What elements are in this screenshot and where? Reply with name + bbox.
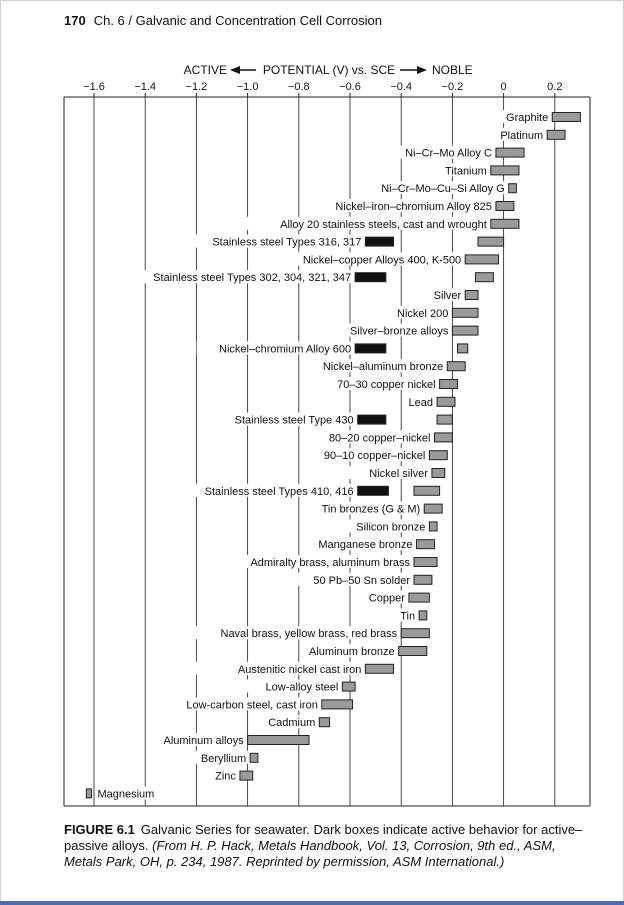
series-label: Aluminum alloys <box>163 735 244 747</box>
passive-bar <box>552 113 580 122</box>
series-label: Copper <box>368 592 405 605</box>
series-label: Ni–Cr–Mo Alloy C <box>405 147 492 160</box>
series-label: Stainless steel Types 302, 304, 321, 347 <box>153 272 352 285</box>
series-label: Ni–Cr–Mo–Cu–Si Alloy G <box>381 183 505 196</box>
passive-bar <box>447 362 465 371</box>
series-label: Zinc <box>215 770 236 783</box>
x-axis <box>83 81 562 97</box>
x-tick-label: −1.2 <box>185 81 208 93</box>
series-label: Graphite <box>506 112 549 124</box>
x-tick-label: −0.2 <box>441 81 464 93</box>
axis-title-active: ACTIVE <box>183 63 227 77</box>
passive-bar <box>414 558 437 567</box>
passive-bar <box>465 291 478 300</box>
passive-bar <box>491 166 519 175</box>
passive-bar <box>547 130 565 139</box>
series-label: Tin <box>400 610 416 623</box>
passive-bar <box>452 308 478 317</box>
caption-credit: (From H. P. Hack, Metals Handbook, Vol. 13, Corrosion, 9th ed., ASM, Metals Park, OH, p. 234, 1987. Reprinted by permission, ASM International.) <box>64 838 556 869</box>
passive-bar <box>419 611 427 620</box>
passive-bar <box>432 469 445 478</box>
labels <box>95 110 550 800</box>
active-bar <box>355 273 386 282</box>
series-label: Nickel silver <box>369 468 428 480</box>
x-tick-label: −0.8 <box>287 81 310 93</box>
passive-bar <box>429 451 447 460</box>
page-number: 170 <box>64 13 86 28</box>
passive-bar <box>409 593 429 602</box>
series-label: Naval brass, yellow brass, red brass <box>220 628 398 641</box>
figure-label: FIGURE 6.1 <box>64 822 135 837</box>
active-bar <box>358 486 389 495</box>
x-tick-label: 0.2 <box>547 81 563 93</box>
passive-bar <box>417 540 435 549</box>
passive-bar <box>319 718 329 727</box>
passive-bar <box>496 148 524 157</box>
passive-bar <box>365 664 393 673</box>
bottom-rule <box>0 901 624 905</box>
chapter-title: Ch. 6 / Galvanic and Concentration Cell Corrosion <box>93 13 383 28</box>
series-label: 80–20 copper–nickel <box>328 432 431 445</box>
x-tick-label: −1.6 <box>83 81 105 93</box>
passive-bar <box>424 504 442 513</box>
x-tick-label: −0.6 <box>339 81 361 93</box>
x-tick-label: 0 <box>500 81 507 93</box>
series-label: Stainless steel Type 430 <box>234 414 354 427</box>
series-label: Nickel–chromium Alloy 600 <box>219 343 352 356</box>
passive-bar <box>342 682 355 691</box>
passive-bar <box>401 629 429 638</box>
series-label: Low-alloy steel <box>265 681 339 694</box>
series-label: Nickel–aluminum bronze <box>322 361 444 374</box>
passive-bar <box>437 397 455 406</box>
passive-bar <box>496 202 514 211</box>
series-label: Lead <box>408 396 434 409</box>
passive-bar <box>240 771 253 780</box>
series-label: Nickel–copper Alloys 400, K-500 <box>302 254 462 267</box>
series-label: Silicon bronze <box>356 521 426 534</box>
passive-bar <box>414 486 440 495</box>
series-label: Magnesium <box>97 788 155 801</box>
arrow-left-head <box>230 66 240 74</box>
active-bar <box>355 344 386 353</box>
series-label: Stainless steel Types 410, 416 <box>204 485 354 498</box>
passive-bar <box>440 380 458 389</box>
series-label: Beryllium <box>200 752 247 765</box>
series-label: Alloy 20 stainless steels, cast and wrought <box>280 218 487 231</box>
series-label: 50 Pb–50 Sn solder <box>313 574 410 587</box>
series-label: 70–30 copper nickel <box>337 379 436 391</box>
passive-bar <box>248 736 309 745</box>
series-label: Platinum <box>500 129 544 142</box>
axis-title-potential: POTENTIAL (V) vs. SCE <box>262 63 396 77</box>
series-label: 90–10 copper–nickel <box>323 450 426 463</box>
passive-bar <box>478 237 504 246</box>
passive-bar <box>429 522 437 531</box>
x-tick-label: −0.4 <box>390 81 413 93</box>
passive-bar <box>491 219 519 228</box>
x-tick-label: −1.4 <box>134 81 157 93</box>
series-label: Nickel–iron–chromium Alloy 825 <box>335 201 492 213</box>
passive-bar <box>458 344 468 353</box>
passive-bar <box>465 255 498 264</box>
series-label: Silver <box>433 290 462 302</box>
series-label: Silver–bronze alloys <box>349 325 449 338</box>
series-label: Stainless steel Types 316, 317 <box>212 236 362 249</box>
series-label: Titanium <box>445 165 487 178</box>
series-label: Manganese bronze <box>318 539 413 552</box>
active-bar <box>365 237 393 246</box>
series-label: Admiralty brass, aluminum brass <box>250 557 410 569</box>
active-bar <box>358 415 386 424</box>
passive-bar <box>437 415 452 424</box>
figure-caption <box>64 822 584 870</box>
series-label: Nickel 200 <box>397 307 449 320</box>
series-label: Low-carbon steel, cast iron <box>186 699 318 712</box>
passive-bar <box>86 789 91 798</box>
series-label: Austenitic nickel cast iron <box>237 663 362 676</box>
passive-bar <box>452 326 478 335</box>
caption-text: Galvanic Series for seawater. Dark boxes indicate active behavior for active–passive alloys. <box>64 822 583 853</box>
series-label: Tin bronzes (G & M) <box>321 503 421 516</box>
series-label: Cadmium <box>268 717 316 730</box>
passive-bar <box>509 184 517 193</box>
passive-bar <box>399 647 427 656</box>
passive-bar <box>475 273 493 282</box>
axis-title-noble: NOBLE <box>432 63 473 77</box>
passive-bar <box>434 433 452 442</box>
axis-title <box>184 63 473 77</box>
passive-bar <box>414 575 432 584</box>
x-tick-label: −1.0 <box>236 81 259 93</box>
series-label: Aluminum bronze <box>309 646 395 658</box>
passive-bar <box>250 753 258 762</box>
arrow-right-head <box>417 66 427 74</box>
passive-bar <box>322 700 353 709</box>
